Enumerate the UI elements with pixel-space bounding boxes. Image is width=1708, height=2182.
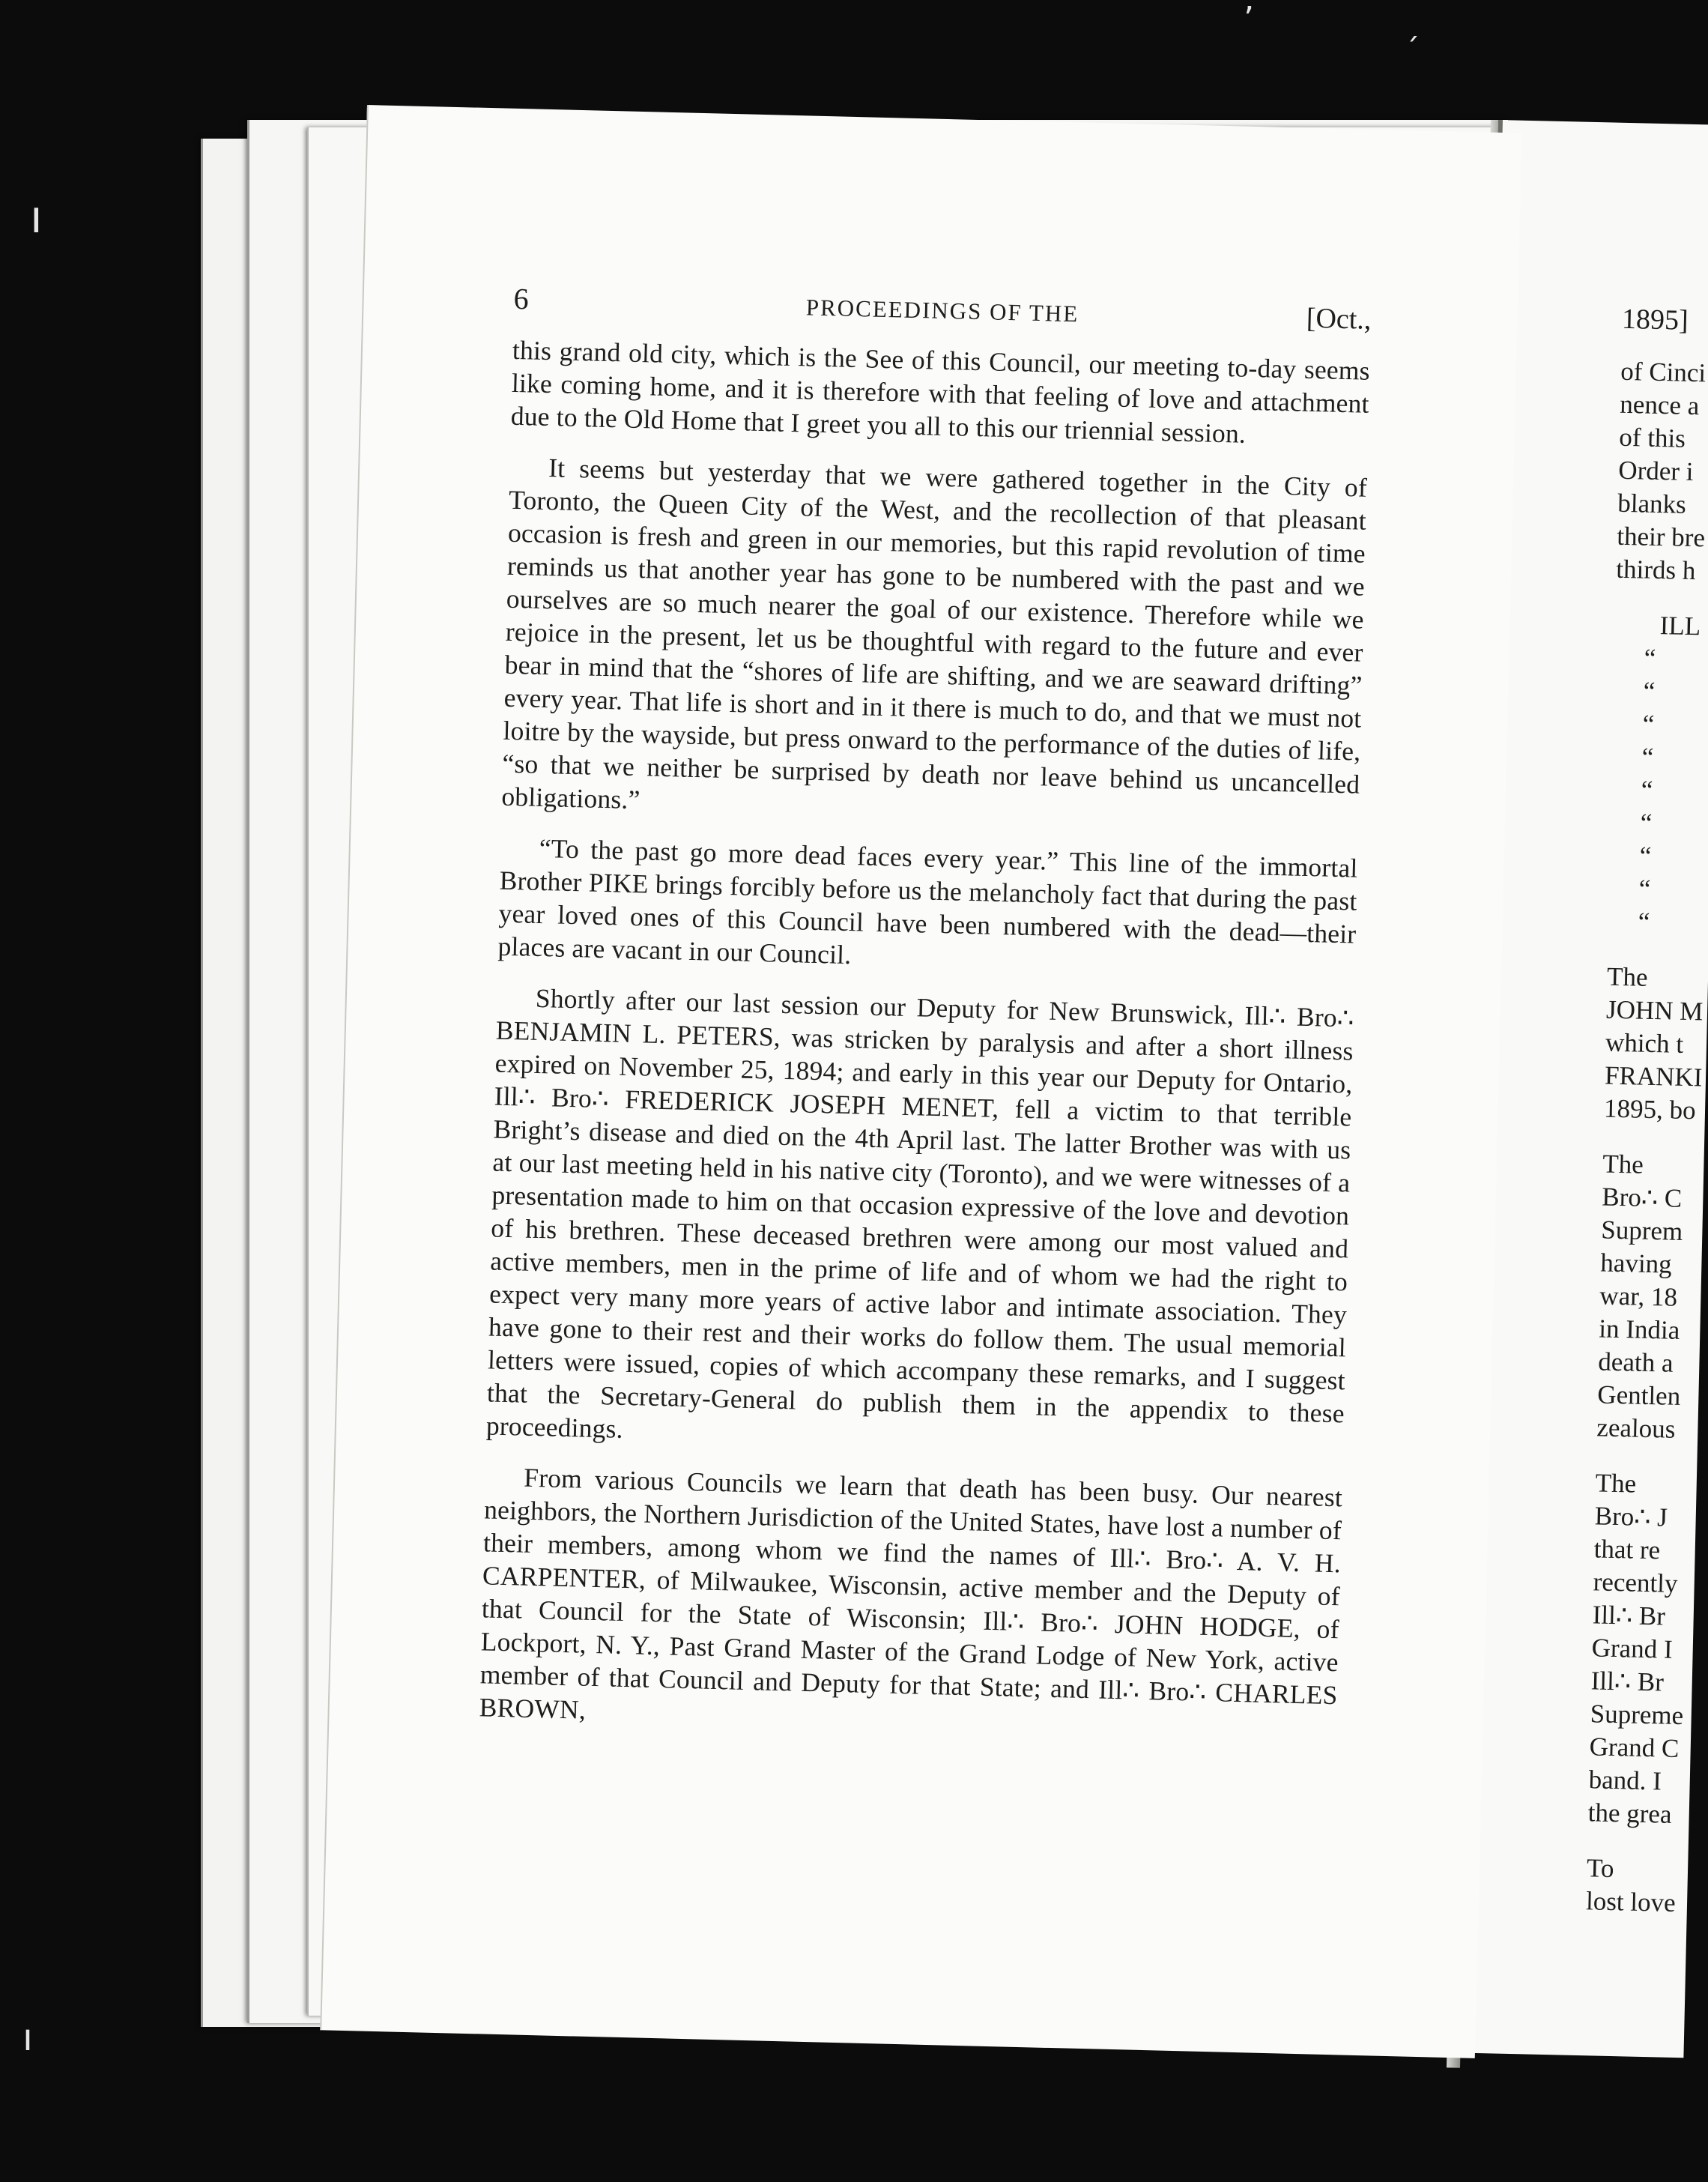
text-fragment: having [1599, 1248, 1673, 1279]
text-fragment: nence a [1619, 389, 1700, 421]
text-fragment: the grea [1587, 1798, 1672, 1829]
text-fragment: “ [1642, 709, 1655, 739]
text-fragment: Gentlen [1597, 1379, 1681, 1411]
text-fragment: ILL [1659, 611, 1701, 641]
text-fragment: in India [1598, 1314, 1680, 1345]
text-fragment: FRANKI [1604, 1060, 1703, 1092]
left-page-content [479, 281, 1372, 1762]
text-fragment: Supreme [1590, 1699, 1684, 1731]
text-fragment: Order i [1617, 455, 1694, 487]
body-paragraph: Shortly after our last session our Deputy for New Brunswick, Ill∴ Bro∴ BENJAMIN L. PETERS, was stricken by paralysis and after a short illness expired on November 25, 1894; and early in this year our Deputy for Ontario, Ill∴ Bro∴ FREDERICK JOSEPH MENET, fell a victim to that terrible Bright’s disease and died on the 4th April last. The latter Brother was with us at our last meeting held in his native city (Toronto), and we were witnesses of a presentation made to him on that occasion expressive of the love and devotion of his brethren. These deceased brethren were among our most valued and active members, men in the prime of life and of whom we had the right to expect very many more years of active labor and intimate association. They have gone to their rest and their works do follow them. The usual memorial letters were issued, copies of which accompany these remarks, and I suggest that the Secretary-General do publish them in the appendix to these proceedings. [485, 982, 1355, 1444]
fragment-gap [1608, 938, 1708, 964]
edge-mark: ı [30, 191, 43, 244]
text-fragment: To [1586, 1853, 1614, 1884]
text-fragment: “ [1640, 808, 1653, 838]
body-paragraph: “To the past go more dead faces every year.” This line of the immortal Brother PIKE brings forcibly before us the melancholy fact that during the past year loved ones of this Council have been numbered with the dead—their places are vacant in our Council. [497, 832, 1358, 970]
text-fragment: The [1602, 1149, 1644, 1179]
text-fragment: “ [1641, 742, 1654, 772]
text-fragment: band. I [1588, 1765, 1662, 1796]
text-fragment: lost love [1585, 1886, 1677, 1917]
body-paragraph: From various Councils we learn that death has been busy. Our nearest neighbors, the Northern Jurisdiction of the United States, have lost a number of their members, among whom we find the names of Ill∴ Bro∴ A. V. H. CARPENTER, of Milwaukee, Wisconsin, active member and the Deputy of that Council for the State of Wisconsin; Ill∴ Bro∴ JOHN HODGE, of Lockport, N. Y., Past Grand Master of the Grand Lodge of New York, active member of that Council and Deputy for that State; and Ill∴ Bro∴ CHARLES BROWN, [479, 1462, 1343, 1725]
text-fragment: Suprem [1600, 1215, 1683, 1246]
text-fragment: Ill∴ Br [1592, 1600, 1666, 1631]
page-number: 6 [513, 281, 530, 316]
text-fragment: “ [1638, 907, 1650, 937]
text-fragment: The [1595, 1468, 1637, 1499]
text-fragment: “ [1639, 841, 1652, 871]
text-fragment: death a [1598, 1347, 1674, 1378]
text-fragment: war, 18 [1599, 1281, 1678, 1312]
text-fragment: thirds h [1616, 554, 1696, 586]
body-paragraph: It seems but yesterday that we were gathered together in the City of Toronto, the Queen City of the West, and the recollection of that pleasant occasion is fresh and green in our memories, but this rapid revolution of time reminds us that another year has gone to be numbered with the past and we ourselves are so much nearer the goal of our existence. Therefore while we rejoice in the present, let us be thoughtful with regard to the future and ever bear in mind that the “shores of life are shifting, and we are seaward drifting” every year. That life is short and in it there is much to do, and that we must not loitre by the wayside, but press onward to the performance of the duties of life, “so that we neither be surprised by death nor leave behind us uncancelled obligations.” [501, 453, 1368, 815]
edge-mark: ʼ [1244, 0, 1254, 38]
fragment-gap [1596, 1444, 1708, 1470]
text-fragment: “ [1638, 874, 1651, 904]
text-fragment: Ill∴ Br [1590, 1666, 1665, 1697]
text-fragment: zealous [1596, 1412, 1676, 1444]
text-fragment: “ [1641, 775, 1653, 805]
text-fragment: recently [1593, 1567, 1678, 1598]
text-fragment: Grand C [1589, 1732, 1680, 1764]
running-date: [Oct., [1306, 302, 1372, 336]
running-title: PROCEEDINGS OF THE [805, 294, 1079, 327]
text-fragment: blanks [1617, 488, 1687, 519]
text-fragment: Bro∴ J [1594, 1501, 1668, 1532]
text-fragment: “ [1643, 676, 1656, 706]
body-paragraph: this grand old city, which is the See of this Council, our meeting to-day seems like coming home, and it is therefore with that feeling of love and attachment due to the Old Home that I greet you all to this our triennial session. [510, 334, 1371, 449]
text-fragment: that re [1593, 1534, 1661, 1565]
text-fragment: which t [1605, 1027, 1684, 1059]
text-fragment: of Cinci [1620, 356, 1707, 388]
text-fragment: “ [1644, 643, 1656, 673]
text-fragment: their bre [1617, 521, 1706, 553]
right-running-date: 1895] [1621, 303, 1689, 336]
fragment-gap [1615, 586, 1708, 612]
text-fragment: Grand I [1591, 1633, 1674, 1664]
right-page-content [1586, 303, 1708, 1921]
edge-mark: ı [22, 2016, 33, 2059]
text-fragment: of this [1618, 422, 1686, 453]
text-fragment: The [1606, 961, 1648, 992]
left-page [320, 105, 1521, 2058]
fragment-gap [1603, 1125, 1708, 1152]
text-fragment: Bro∴ C [1601, 1182, 1683, 1213]
right-page-text-fragments [1586, 355, 1708, 1921]
fragment-gap [1587, 1829, 1708, 1855]
edge-mark: ˏ [1405, 7, 1420, 42]
text-fragment: 1895, bo [1603, 1093, 1697, 1125]
text-fragment: JOHN M [1605, 994, 1704, 1027]
